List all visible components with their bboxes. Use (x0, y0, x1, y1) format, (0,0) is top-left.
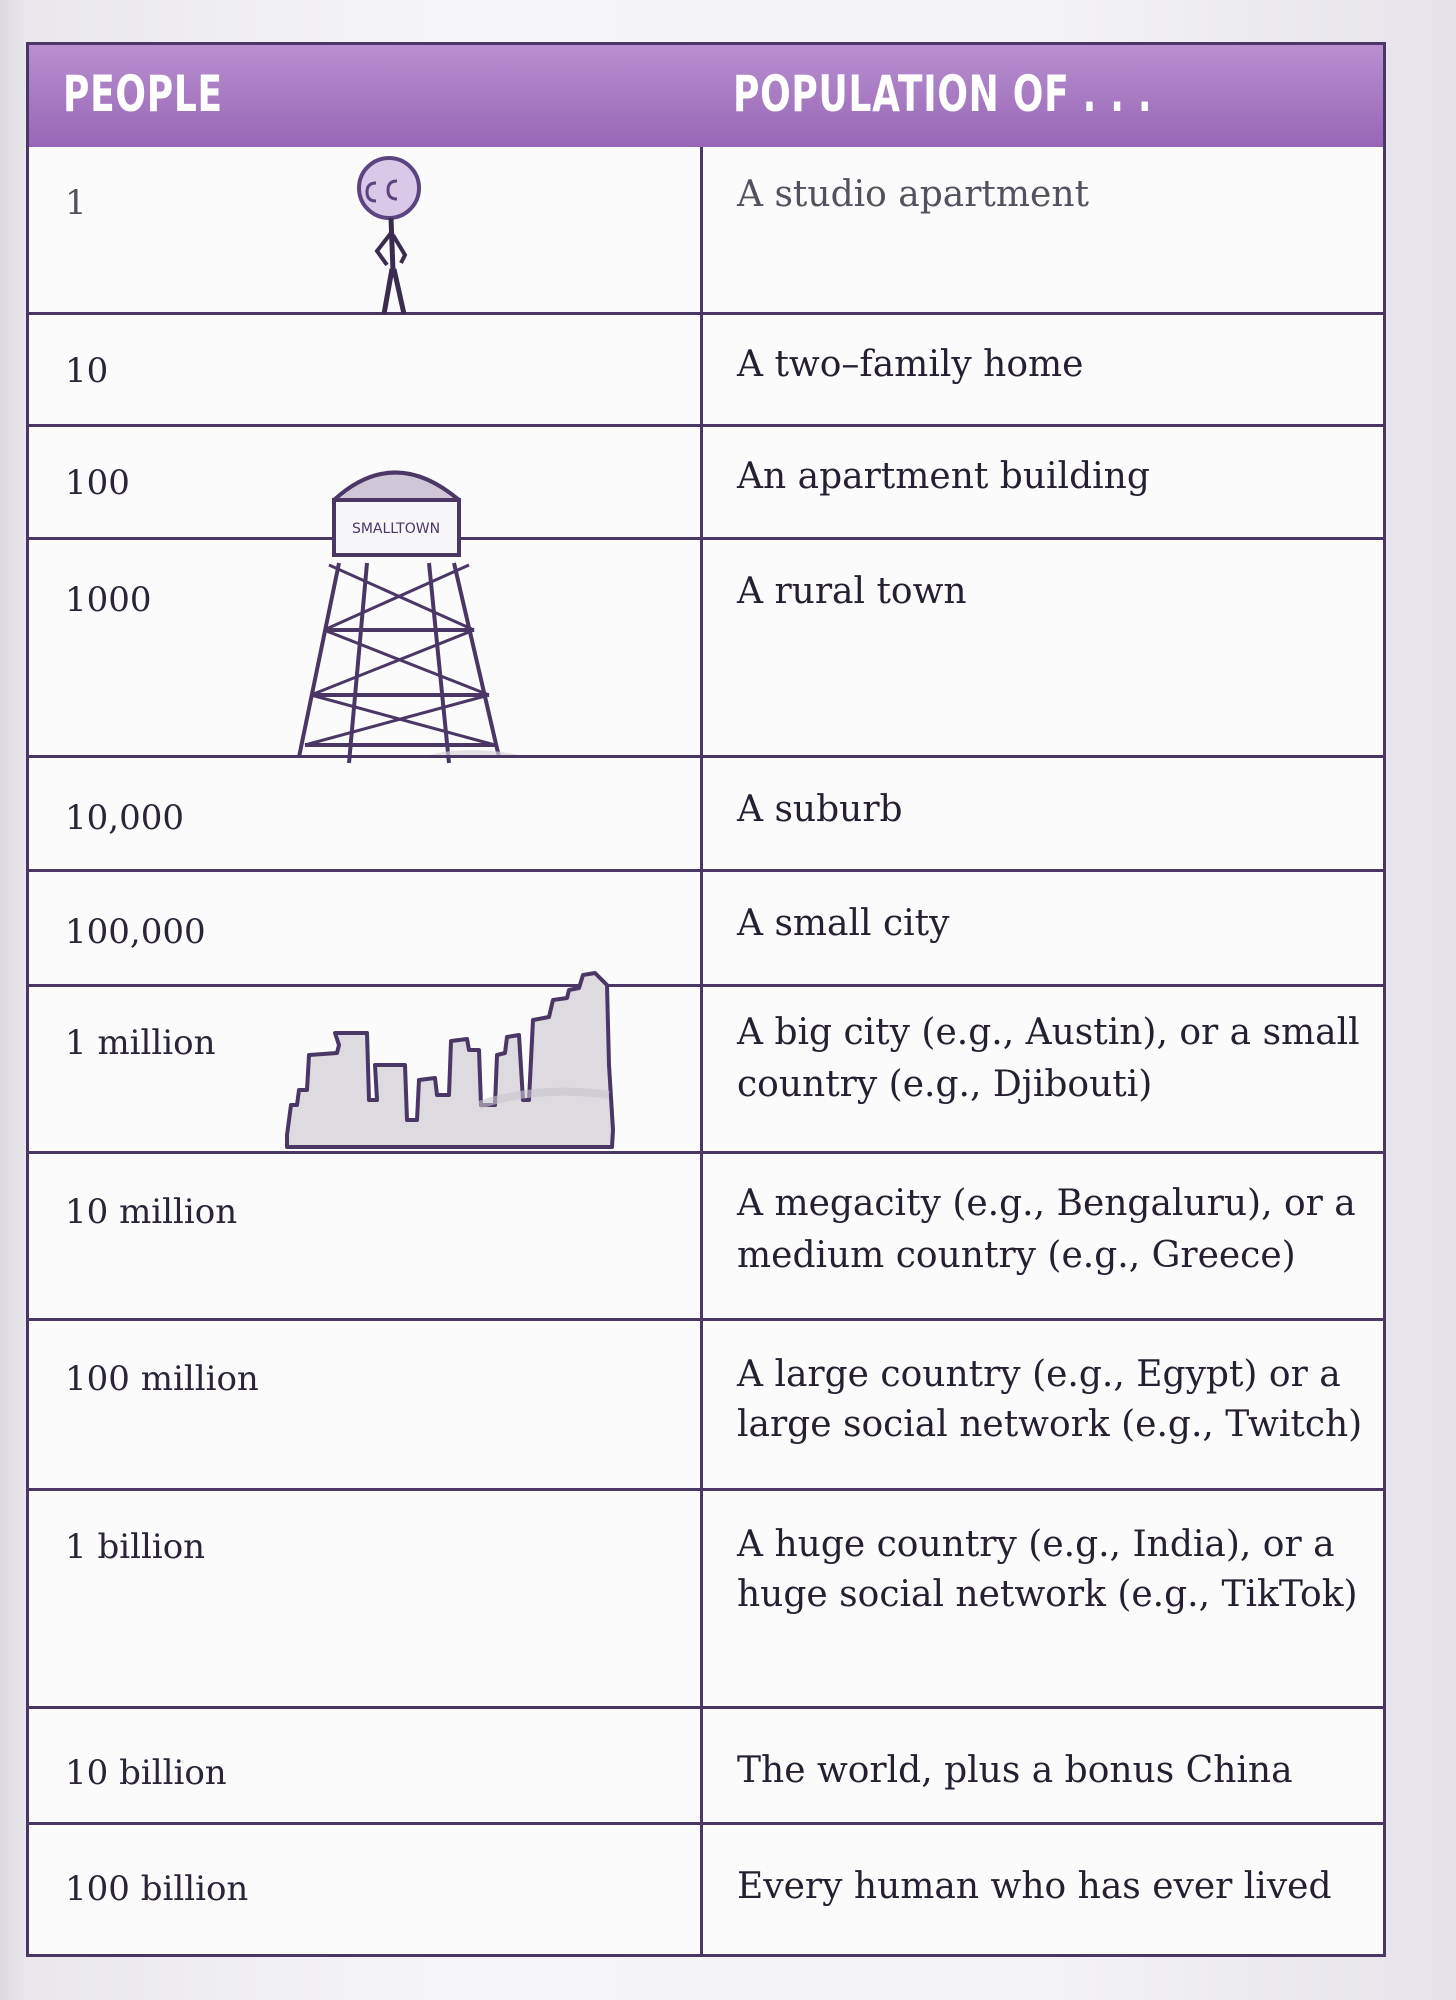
table-row (29, 1822, 1383, 1954)
population-cell: The world, plus a bonus China (737, 1750, 1293, 1791)
population-cell: An apartment building (737, 456, 1150, 497)
stick-figure-icon (329, 153, 459, 318)
population-cell-line1: A large country (e.g., Egypt) or a (737, 1354, 1341, 1395)
people-cell: 1 million (65, 1023, 216, 1063)
people-cell: 1000 (65, 580, 152, 620)
population-cell-line2: medium country (e.g., Greece) (737, 1235, 1296, 1276)
population-cell-line2: country (e.g., Djibouti) (737, 1064, 1153, 1105)
people-cell: 1 billion (65, 1527, 206, 1567)
people-cell: 100 million (65, 1359, 259, 1399)
header-people: PEOPLE (63, 65, 223, 123)
population-cell: A rural town (737, 571, 967, 612)
table-row (29, 1151, 1383, 1318)
population-cell-line1: A big city (e.g., Austin), or a small (737, 1012, 1360, 1053)
page-shadow (0, 0, 26, 2000)
population-cell: Every human who has ever lived (737, 1866, 1332, 1907)
table-row (29, 1488, 1383, 1706)
people-cell: 10 million (65, 1192, 238, 1232)
table-row (29, 755, 1383, 869)
people-cell: 100 (65, 463, 130, 503)
table-row (29, 869, 1383, 984)
population-cell: A studio apartment (737, 174, 1089, 215)
population-cell-line1: A megacity (e.g., Bengaluru), or a (737, 1183, 1356, 1224)
tower-label: SMALLTOWN (351, 521, 441, 537)
people-cell: 10 billion (65, 1753, 227, 1793)
table-row (29, 147, 1383, 312)
people-cell: 1 (65, 183, 87, 223)
population-cell: A two–family home (737, 344, 1084, 385)
table-row (29, 1706, 1383, 1822)
people-cell: 10,000 (65, 798, 184, 838)
header-population: POPULATION OF . . . (733, 65, 1153, 123)
population-cell: A suburb (737, 789, 903, 830)
city-skyline-icon (257, 925, 667, 1165)
table-row (29, 312, 1383, 424)
table-row (29, 424, 1383, 537)
people-cell: 10 (65, 351, 109, 391)
table-row (29, 1318, 1383, 1488)
population-cell-line2: huge social network (e.g., TikTok) (737, 1574, 1358, 1615)
water-tower-icon (279, 445, 549, 785)
table-row (29, 537, 1383, 755)
population-table (26, 42, 1386, 1957)
people-cell: 100,000 (65, 912, 206, 952)
population-cell: A small city (737, 903, 950, 944)
table-header (29, 45, 1383, 147)
people-cell: 100 billion (65, 1869, 249, 1909)
population-cell-line2: large social network (e.g., Twitch) (737, 1404, 1363, 1445)
population-cell-line1: A huge country (e.g., India), or a (737, 1524, 1335, 1565)
table-row (29, 984, 1383, 1151)
